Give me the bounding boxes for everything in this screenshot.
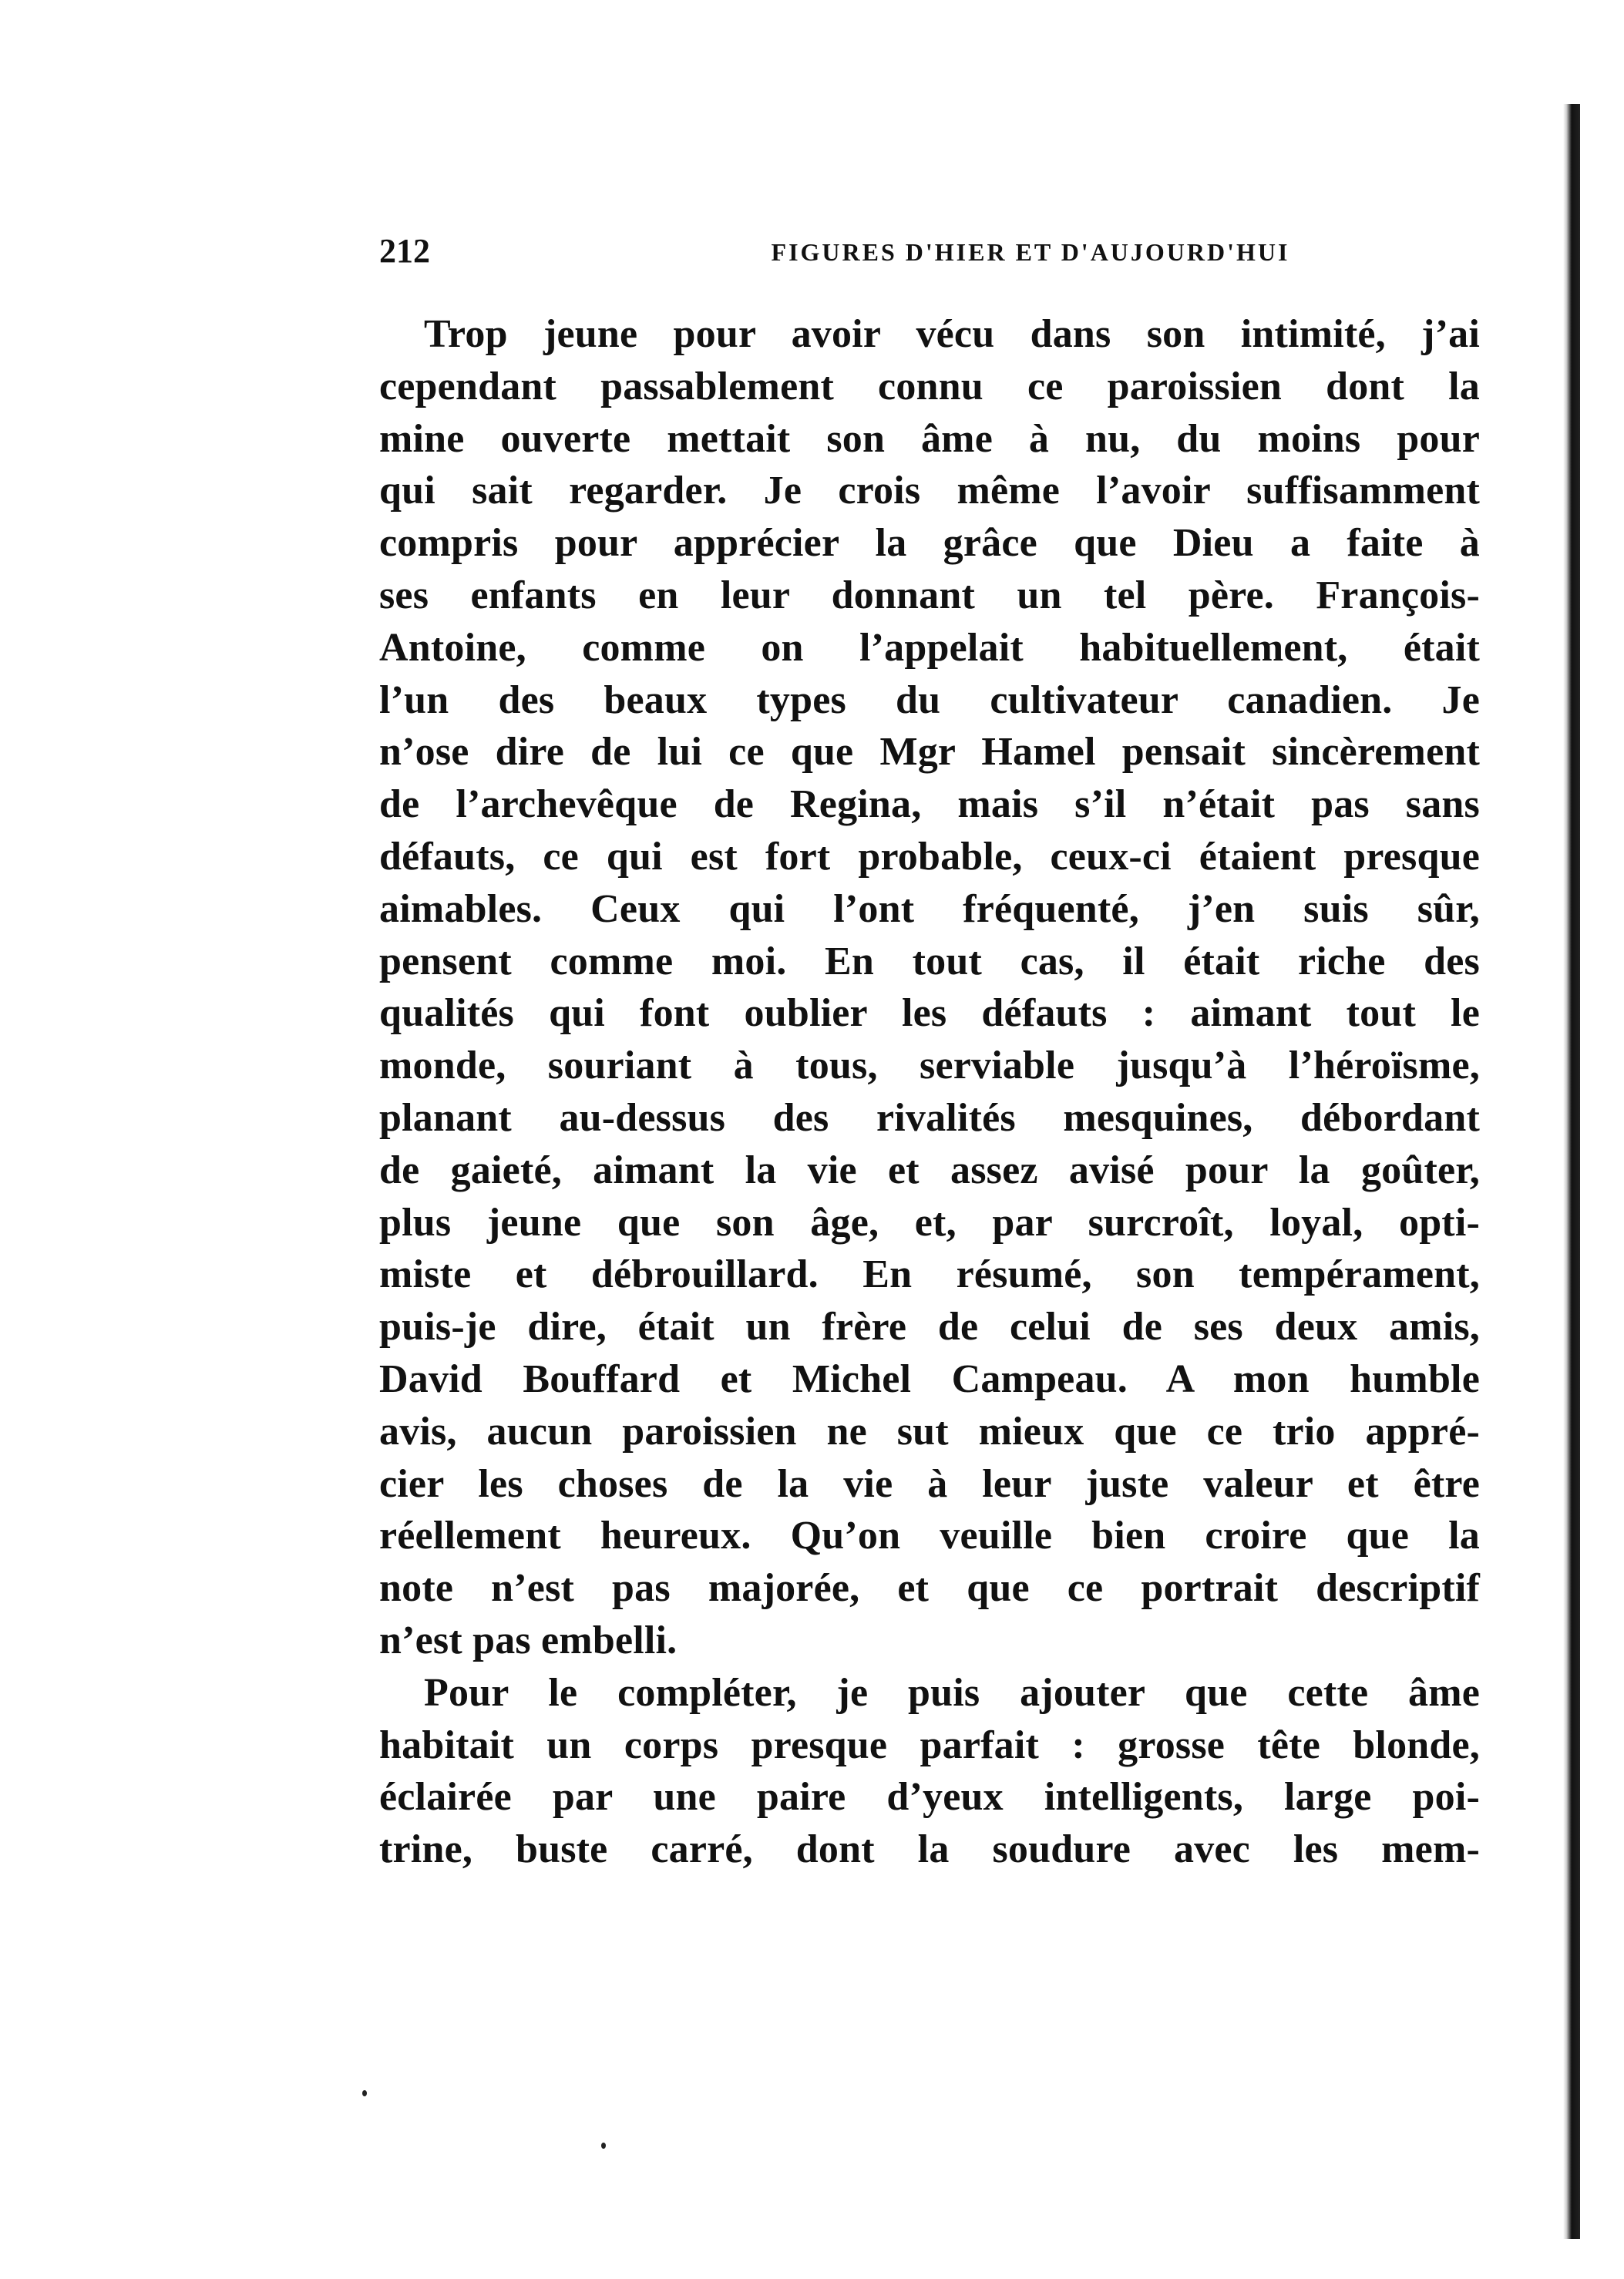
text-line: qualités qui font oublier les défauts : aimant tout le [379,991,1480,1036]
text-line: avis, aucun paroissien ne sut mieux que ce trio appré- [379,1409,1480,1454]
text-line: n’ose dire de lui ce que Mgr Hamel pensait sincèrement [379,730,1480,775]
scan-speck [362,2090,367,2096]
running-title: FIGURES D'HIER ET D'AUJOURD'HUI [771,238,1290,266]
text-line: qui sait regarder. Je crois même l’avoir suffisamment [379,469,1480,513]
text-line: cependant passablement connu ce paroissien dont la [379,364,1480,408]
text-line: mine ouverte mettait son âme à nu, du moins pour [379,416,1480,461]
body-text [379,308,1480,1876]
text-line: de gaieté, aimant la vie et assez avisé pour la goûter, [379,1148,1480,1192]
paragraph-2 [379,1667,1480,1876]
text-line: éclairée par une paire d’yeux intelligents, large poi- [379,1775,1480,1820]
text-line: aimables. Ceux qui l’ont fréquenté, j’en suis sûr, [379,886,1480,931]
running-head [379,228,1480,282]
text-line: défauts, ce qui est fort probable, ceux-ci étaient presque [379,834,1480,879]
text-line: ses enfants en leur donnant un tel père. François- [379,573,1480,617]
scan-speck [601,2143,606,2149]
text-line: Pour le compléter, je puis ajouter que cette âme [424,1670,1480,1715]
text-line: plus jeune que son âge, et, par surcroît, loyal, opti- [379,1200,1480,1245]
paragraph-1 [379,308,1480,1667]
text-line: David Bouffard et Michel Campeau. A mon humble [379,1356,1480,1401]
text-line: pensent comme moi. En tout cas, il était riche des [379,939,1480,983]
text-line: trine, buste carré, dont la soudure avec les mem- [379,1827,1480,1872]
page-number: 212 [379,232,430,270]
text-line: compris pour apprécier la grâce que Dieu a faite à [379,521,1480,566]
text-line: note n’est pas majorée, et que ce portrait descriptif [379,1566,1480,1611]
text-line: Antoine, comme on l’appelait habituellement, était [379,625,1480,670]
text-line: réellement heureux. Qu’on veuille bien croire que la [379,1514,1480,1558]
scan-binding-edge [1563,104,1580,2239]
text-line: monde, souriant à tous, serviable jusqu’à l’héroïsme, [379,1044,1480,1088]
text-line: habitait un corps presque parfait : grosse tête blonde, [379,1723,1480,1767]
text-line: miste et débrouillard. En résumé, son tempérament, [379,1252,1480,1297]
text-line: cier les choses de la vie à leur juste valeur et être [379,1461,1480,1506]
text-line: n’est pas embelli. [379,1618,678,1662]
text-line: puis-je dire, était un frère de celui de ses deux amis, [379,1305,1480,1350]
text-line: de l’archevêque de Regina, mais s’il n’était pas sans [379,782,1480,827]
text-line: l’un des beaux types du cultivateur canadien. Je [379,677,1480,722]
text-line: Trop jeune pour avoir vécu dans son intimité, j’ai [424,312,1480,356]
text-line: planant au-dessus des rivalités mesquines, débordant [379,1095,1480,1140]
